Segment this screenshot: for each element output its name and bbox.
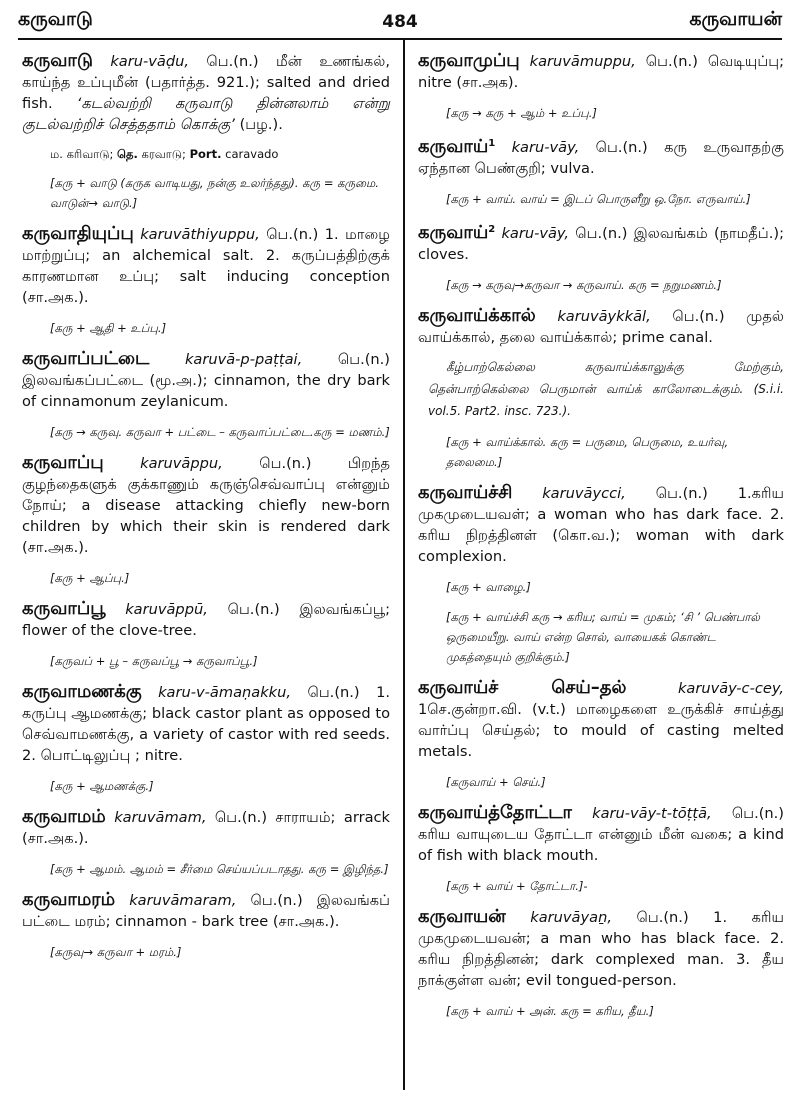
- headword: கருவாய்: [418, 135, 489, 157]
- header-left-headword: கருவாடு: [18, 8, 93, 30]
- etymology: [கருவு→ கருவா + மரம்.]: [50, 945, 182, 959]
- definition: பெ.(n.) சாராயம்; arrack (சா.அக.).: [22, 809, 390, 847]
- cognates: [50, 145, 390, 163]
- cognate-port-label: Port.: [189, 147, 222, 161]
- entry-karuvappattai: [22, 348, 390, 412]
- definition: பெ.(n.) 1. மாழை மாற்றுப்பு; an alchemical salt. 2. கருப்பத்திற்குக் காரணமான உப்பு; salt inducing conception (சா.அக.).: [22, 226, 390, 306]
- etymology: [கரு + வாய்ச்சி கரு → கரிய; வாய் = முகம்; ‘சி ’ பெண்பால் ஒருமையீறு. வாய் என்ற சொல், வாயைகக் கொண்ட முகத்தையும் குறிக்கும்.]: [446, 609, 760, 664]
- definition: பெ.(n.) கரு உருவாதற்கு ஏந்தான பெண்குறி; vulva.: [418, 138, 785, 177]
- etymology: [கருவாய் + செய்.]: [446, 774, 546, 789]
- definition: பெ.(n.) 1. கருப்பு ஆமணக்கு; black castor plant as opposed to செவ்வாமணக்கு, a variety of castor with red seeds. 2. பொட்டிலுப்பு ; nitre.: [22, 684, 390, 764]
- transliteration: karu-vāy-t-tōṭṭā,: [592, 804, 712, 822]
- transliteration: karuvāppu,: [140, 455, 223, 472]
- headword: கருவாப்பு: [22, 452, 104, 473]
- headword: கருவாமரம்: [22, 889, 116, 910]
- headword: கருவாமம்: [22, 806, 106, 827]
- definition: பெ.(n.) மீன் உணங்கல், காய்ந்த உப்புமீன் (பதார்த்த. 921.); salted and dried fish.: [22, 53, 390, 112]
- transliteration: karuvāmam,: [114, 809, 207, 826]
- definition: பெ.(n.) பிறந்த குழந்தைகளுக் குக்காணும் கருஞ்செவ்வாப்பு என்னும் நோய்; a disease attacking chiefly new-born children by which their skin is rendered dark (சா.அக.).: [22, 455, 390, 556]
- headword: கருவாய்க்கால்: [418, 304, 536, 326]
- headword: கருவாய்: [418, 221, 489, 243]
- homonym-number: 1: [488, 138, 496, 149]
- entry-karuvaykkal: [418, 305, 784, 348]
- etymology: [கரு + ஆமம். ஆமம் = சீர்மை செய்யப்படாதது. கரு = இழிந்த.]: [50, 862, 389, 876]
- transliteration: karuvāppū,: [125, 601, 208, 618]
- etymology: [கரு + வாய்க்கால். கரு = பருமை, பெருமை, உயர்வு, தலைமை.]: [446, 434, 729, 469]
- transliteration: karuvā-p-paṭṭai,: [184, 351, 303, 368]
- headword: கருவாதியுப்பு: [22, 223, 134, 244]
- entry-karuvay-2: [418, 219, 784, 265]
- transliteration: karuvāy-c-cey,: [677, 679, 784, 697]
- etymology: [கரு + ஆமணக்கு.]: [50, 779, 154, 793]
- entry-karuvaytthotta: [418, 802, 784, 866]
- entry-karuvay-1: [418, 133, 784, 179]
- transliteration: karuvāthiyuppu,: [140, 226, 260, 243]
- definition: பெ.(n.) இலவங்கப் பட்டை மரம்; cinnamon - bark tree (சா.அக.).: [22, 892, 390, 930]
- etymology: [கரு → கருவு→கருவா → கருவாய். கரு = நறுமணம்.]: [446, 277, 722, 292]
- headword: கருவாய்த்தோட்டா: [418, 801, 572, 823]
- etymology: [கரு + வாய் + அன். கரு = கரிய, தீய.]: [446, 1003, 654, 1018]
- transliteration: karu-v-āmaṇakku,: [158, 684, 291, 701]
- entry-karuvamaram: [22, 889, 390, 932]
- cognate-te-label: தெ.: [117, 147, 138, 161]
- transliteration: karuvāykkāl,: [557, 307, 651, 325]
- etymology: [கரு → கருவு. கருவா + பட்டை – கருவாப்பட்டை.கரு = மணம்.]: [50, 425, 390, 439]
- transliteration: karu-vāy,: [501, 224, 570, 242]
- etymology: [கரு + வாடு (கருக வாடியது, நன்கு உலர்ந்தது). கரு = கருமை. வாடுன்→ வாடு.]: [50, 176, 379, 210]
- headword: கருவாய்ச் செய்–தல்: [418, 676, 627, 698]
- left-column: [22, 50, 390, 972]
- definition: பெ.(n.) முதல் வாய்க்கால், தலை வாய்க்கால்; prime canal.: [418, 307, 784, 346]
- transliteration: karuvāyaṉ,: [530, 908, 612, 926]
- definition: பெ.(n.) இலவங்கம் (நாமதீப்.); cloves.: [418, 224, 784, 263]
- entry-karuvappoo: [22, 598, 390, 641]
- etymology: [கரு → கரு + ஆம் + உப்பு.]: [446, 106, 597, 120]
- header-right-headword: கருவாயன்: [689, 8, 782, 30]
- entry-karuvathiyuppu: [22, 223, 390, 308]
- homonym-number: 2: [488, 223, 496, 235]
- page-number: 484: [382, 12, 418, 32]
- etymology: [கரு + வாழை.]: [446, 579, 531, 594]
- definition: பெ.(n.) 1. கரிய முகமுடையவன்; a man who has black face. 2. கரிய நிறத்தினன்; dark complexed man. 3. தீய நாக்குள்ள வன்; evil tongued-person.: [418, 908, 785, 989]
- headword: கருவாப்பூ: [22, 598, 106, 619]
- proverb-quote: ‘கடல்வற்றி கருவாடு தின்னலாம் என்று குடல்வற்றிச் செத்ததாம் கொக்கு’: [22, 95, 390, 133]
- etymology: [கருவப் + பூ – கருவப்பூ → கருவாப்பூ.]: [50, 654, 258, 668]
- headword: கருவாய்ச்சி: [418, 481, 513, 503]
- entry-karuvaycchi: [418, 482, 784, 567]
- entry-karuvamuppu: [418, 50, 784, 93]
- right-column: [418, 50, 784, 1031]
- cognate-ma: ம. கரிவாடு;: [50, 147, 118, 161]
- entry-karuvadu: [22, 50, 390, 135]
- column-divider: [403, 40, 405, 1090]
- transliteration: karuvāycci,: [542, 484, 626, 502]
- definition: பெ.(n.) இலவங்கப்பட்டை (மூ.அ.); cinnamon, the dry bark of cinnamonum zeylanicum.: [22, 351, 390, 410]
- headword: கருவாப்பட்டை: [22, 348, 150, 369]
- entry-karuvayan: [418, 906, 784, 991]
- headword: கருவாயன்: [418, 905, 506, 927]
- entry-karuvamam: [22, 806, 390, 849]
- definition: 1செ.குன்றா.வி. (v.t.) மாழைகளை உருக்கிச் சாய்த்து வார்ப்பு செய்தல்; to mould of casting melted metals.: [418, 700, 784, 760]
- headword: கருவாமணக்கு: [22, 681, 142, 702]
- header-rule: [18, 38, 782, 40]
- inscription-quote: கீழ்பாற்கெல்லை கருவாய்க்காலுக்கு மேற்கும், தென்பாற்கெல்லை பெருமான் வாய்க் காலோடைக்கும். (S.i.i. vol.5. Part2. insc. 723.).: [428, 359, 784, 418]
- etymology: [கரு + வாய் + தோட்டா.]-: [446, 878, 588, 893]
- definition: பெ.(n.) 1.கரிய முகமுடையவள்; a woman who has dark face. 2. கரிய நிறத்தினள் (கொ.வ.); woman with dark complexion.: [418, 484, 785, 565]
- entry-karuvay-c-cey: [418, 677, 784, 762]
- headword: கருவாடு: [22, 50, 93, 71]
- proverb-source: (பழ.).: [234, 116, 283, 133]
- transliteration: karu-vāḍu,: [110, 53, 189, 70]
- definition: பெ.(n.) இலவங்கப்பூ; flower of the clove-tree.: [22, 601, 390, 639]
- page-header: [18, 4, 782, 38]
- headword: கருவாமுப்பு: [418, 50, 520, 71]
- transliteration: karuvāmuppu,: [529, 53, 636, 70]
- entry-karuvappu: [22, 452, 390, 558]
- entry-karuvamanakku: [22, 681, 390, 766]
- transliteration: karu-vāy,: [511, 138, 580, 156]
- definition: பெ.(n.) வெடியுப்பு; nitre (சா.அக).: [418, 53, 784, 91]
- etymology: [கரு + ஆதி + உப்பு.]: [50, 321, 167, 335]
- cognate-te: கரவாடு;: [137, 147, 190, 161]
- cognate-port: caravado: [221, 147, 279, 161]
- etymology: [கரு + ஆப்பு.]: [50, 571, 130, 585]
- transliteration: karuvāmaram,: [129, 892, 237, 909]
- definition: பெ.(n.) கரிய வாயுடைய தோட்டா என்னும் மீன் வகை; a kind of fish with black mouth.: [418, 804, 784, 864]
- etymology: [கரு + வாய். வாய் = இடப் பொருளீறு ஒ.நோ. எருவாய்.]: [446, 191, 751, 206]
